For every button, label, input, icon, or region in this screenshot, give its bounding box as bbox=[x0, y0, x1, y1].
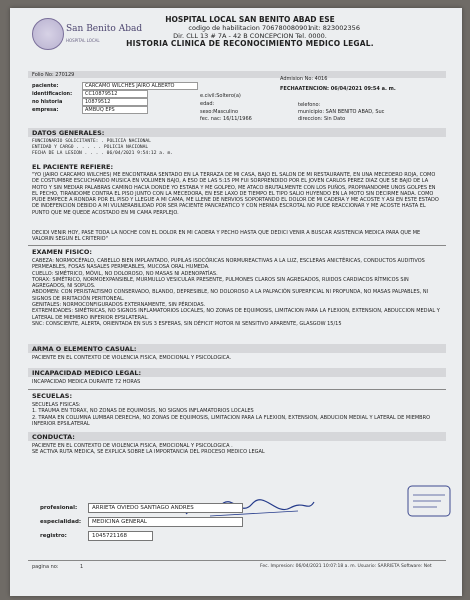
document-page bbox=[10, 8, 462, 596]
paciente-label: paciente: bbox=[32, 83, 59, 89]
identificacion-label: identificacion: bbox=[32, 91, 73, 97]
examen-text: CABEZA: NORMOCÉFALO, CABELLO BIEN IMPLANTADO, PUPILAS ISOCÓRICAS NORMUREACTIVAS A LA LUZ, ESCLERAS ANICTÉRICAS, CONDUCTOS AUDITIVOS PERMEABLES, FOSAS NASALES PERMEABLES, MUCOSA ORAL HUMEDA. CUELLO: SIMÉTRICO, MÓVIL, NO DOLOROSO, NO MASAS NI ADENOPATÍAS. TORAX: SIMÉTRICO, NORMOEXPANSIBLE, MURMULLO VESICULAR PRESENTE, PULMONES CLAROS SIN AGREGADOS, RUIDOS CARDIACOS RÍTMICOS SIN AGREGADOS, NI SOPLOS. ABDOMEN: CON PERISTALTISMO CONSERVADO, BLANDO, DEPRESIBLE, NO DOLOROSO A LA PALPACIÓN SUPERFICIAL NI PROFUNDA, NO MASAS PALPABLES, NI SIGNOS DE IRRITACIÓN PERITONEAL. GENITALES: NORMOCONFIGURADOS EXTERNAMENTE, SIN PÉRDIDAS. EXTREMIDADES: SIMÉTRICAS, NO SIGNOS INFLAMATORIOS LOCALES, NO ZONAS DE EQUIMOSIS, LIMITACION PARA LA FLEXION, EXTENSION, ABDUCCION MEDIAL Y LATERAL DE MIEMBRO INFERIOR EPSILATERAL. SNC: CONSCIENTE, ALERTA, ORIENTADA EN SUS 3 ESFERAS, SIN DÉFICIT MOTOR NI SENSITIVO APARENTE, GLASGOW 15/15 bbox=[32, 258, 440, 327]
hospital-logo bbox=[32, 16, 143, 54]
fecha-nacimiento: fec. nac: 16/11/1966 bbox=[200, 116, 252, 122]
estado-civil: e.civil:Soltero(a) bbox=[200, 93, 241, 99]
empresa-label: empresa: bbox=[32, 107, 59, 113]
especialidad-field: MEDICINA GENERAL bbox=[88, 517, 243, 527]
folio-bar bbox=[28, 71, 446, 78]
conducta-bar bbox=[28, 432, 446, 441]
arma-text: PACIENTE EN EL CONTEXTO DE VIOLENCIA FISICA, EMOCIONAL Y PSICOLOGICA. bbox=[32, 355, 232, 361]
incapacidad-title: INCAPACIDAD MEDICO LEGAL: bbox=[32, 369, 142, 377]
especialidad-label: especialidad: bbox=[40, 519, 82, 525]
telefono: telefono: bbox=[298, 102, 321, 108]
hospital-seal-icon bbox=[32, 18, 64, 50]
hospital-name: HOSPITAL LOCAL SAN BENITO ABAD ESE bbox=[165, 15, 335, 24]
folio: Folio No: 270129 bbox=[32, 72, 75, 78]
secuelas-text: SECUELAS FISICAS: 1. TRAUMA EN TORAX, NO ZONAS DE EQUIMOSIS, NO SIGNOS INFLAMATORIOS LOCALES 2. TRAMA EN COLUMNA LUMBAR DERECHA, NO ZONAS DE EQUIMOSIS, LIMITACION PARA LA FLEXION, EXTENSION, ABDUCION MEDIAL Y LATERAL DE MIEMBRO INFERIOR EPSILATERAL bbox=[32, 402, 431, 427]
pagina-number: 1 bbox=[80, 564, 84, 570]
footer-divider bbox=[28, 560, 446, 561]
logo-name: San Benito Abad bbox=[66, 24, 143, 34]
refiere-title: EL PACIENTE REFIERE: bbox=[32, 163, 114, 171]
arma-title: ARMA O ELEMENTO CASUAL: bbox=[32, 345, 137, 353]
impresion-info: Fec. Impresion: 06/04/2021 10:07:18 a. m. Usuario: SARRIETA Software: Net bbox=[260, 564, 432, 569]
admision: Admision No: 4016 bbox=[280, 76, 328, 82]
historia-label: no historia bbox=[32, 99, 63, 105]
conducta-text: PACIENTE EN EL CONTEXTO DE VIOLENCIA FISICA, EMOCIONAL Y PSICOLOGICA . SE ACTIVA RUTA MEDICA, SE EXPLICA SOBRE LA IMPORTANCIA DEL PROCESO MEDICO LEGAL bbox=[32, 443, 265, 456]
nit-number: nit: 823002356 bbox=[310, 24, 360, 32]
datos-generales-title: DATOS GENERALES: bbox=[32, 129, 105, 137]
secuelas-title: SECUELAS: bbox=[32, 392, 73, 400]
historia-field: 10879512 bbox=[82, 98, 148, 106]
profesional-field: ARRIETA OVIEDO SANTIAGO ANDRES bbox=[88, 503, 243, 513]
hospital-address: Dir. CLL 13 # 7A - 42 B CONCEPCION Tel. 0000. bbox=[173, 32, 327, 40]
logo-subtitle: HOSPITAL LOCAL bbox=[66, 38, 100, 43]
fecha-atencion: FECHAATENCION: 06/04/2021 09:54 a. m. bbox=[280, 86, 396, 92]
divider bbox=[28, 389, 446, 390]
edad: edad: bbox=[200, 101, 215, 107]
refiere-text-2: DECIDI VENIR HOY, PASE TODA LA NOCHE CON EL DOLOR EN MI CADERA Y PECHO HASTA QUE DEDICI VENIR A BUSCAR ASISTENCIA MEDICA PARA QUE ME VALORIN SEGUN EL CRITERIO" bbox=[32, 230, 421, 243]
document-title: HISTORIA CLINICA DE RECONOCIMIENTO MEDICO LEGAL. bbox=[126, 39, 374, 48]
registro-field: 1045721168 bbox=[88, 531, 153, 541]
stamp-image bbox=[405, 483, 453, 519]
refiere-text: "YO (JAIRO CARCAMO WILCHES) ME ENCONTRABA SENTADO EN LA TERRAZA DE MI CASA, BAJO EL SALON DE MI RESTAURANTE, EN UNA MECEDERO ROJA, COMO DE COSTUMBRE ESCUCHANDO MUSICA EN VOLUMEN BAJO, A ESO DE LAS 5:15 PM FUI SORPRENDIDO POR EL JOVEN CARLOS PEREZ DIAZ QUE SE BAJO DE LA MOTO Y SIN MEDIAR PALABRAS CAMINO HACIA DONDE YO ESTABA Y ME GOLPEO, ME ATACO BRUTALMENTE CON LOS PUÑOS, PROPINANDOME UNOS GOLPES EN EL PECHO, TIRANDOME CONTRA EL PISO JUNTO CON LA MECEDORA, EN ESE LAXO DE TIEMPO EL TIPO SALIO HUYENDO EN LA MOTO SIN DECIRME NADA. COMO PUDE EMPECE A RONDAR POR EL PISO Y LLEGUE A MI CAMA, ME LLENE DE NERVIOS SOPORTANDO EL DOLOR DE MI CADERA Y ME ACOSTE Y ASI EN ESTE ESTADO DE INDEFENCION DEBIDO A MI VULNERABILIDAD POR SER PACIENTE PANCREATICO Y CON HERNIA ESCROTAL NO PUDE REACCIONAR Y ME ACOSTE HASTA EL PUNTO QUE ME QUEDE ACOSTADO EN MI CAMA PERPLEJO. bbox=[32, 172, 439, 216]
municipio: municipio: SAN BENITO ABAD, Suc bbox=[298, 109, 385, 115]
examen-title: EXAMEN FISICO: bbox=[32, 248, 92, 256]
document-header bbox=[125, 16, 375, 48]
datos-generales-lines: FUNCIONARIO SOLICITANTE: . POLICIA NACIONAL ENTIDAD Y CARGO . . . . . POLICIA NACIONAL FECHA DE LA LESION . . . . 06/04/2021 9:54:12 a. m. bbox=[32, 139, 174, 156]
incapacidad-text: INCAPACIDAD MEDICA DURANTE 72 HORAS bbox=[32, 379, 141, 385]
sexo: sexo:Masculino bbox=[200, 109, 239, 115]
empresa-field: AMBUQ EPS bbox=[82, 106, 148, 114]
codigo-habilitacion: codigo de habilitacion 706780080901 bbox=[188, 24, 312, 32]
direccion-paciente: direccion: Sin Dato bbox=[298, 116, 346, 122]
conducta-title: CONDUCTA: bbox=[32, 433, 75, 441]
registro-label: registro: bbox=[40, 533, 67, 539]
paciente-field: CARCAMO WILCHES JAIRO ALBERTO bbox=[82, 82, 198, 90]
pagina-label: pagina no: bbox=[32, 564, 59, 570]
divider bbox=[28, 245, 446, 246]
profesional-label: profesional: bbox=[40, 505, 78, 511]
identificacion-field: CC10879512 bbox=[82, 90, 148, 98]
